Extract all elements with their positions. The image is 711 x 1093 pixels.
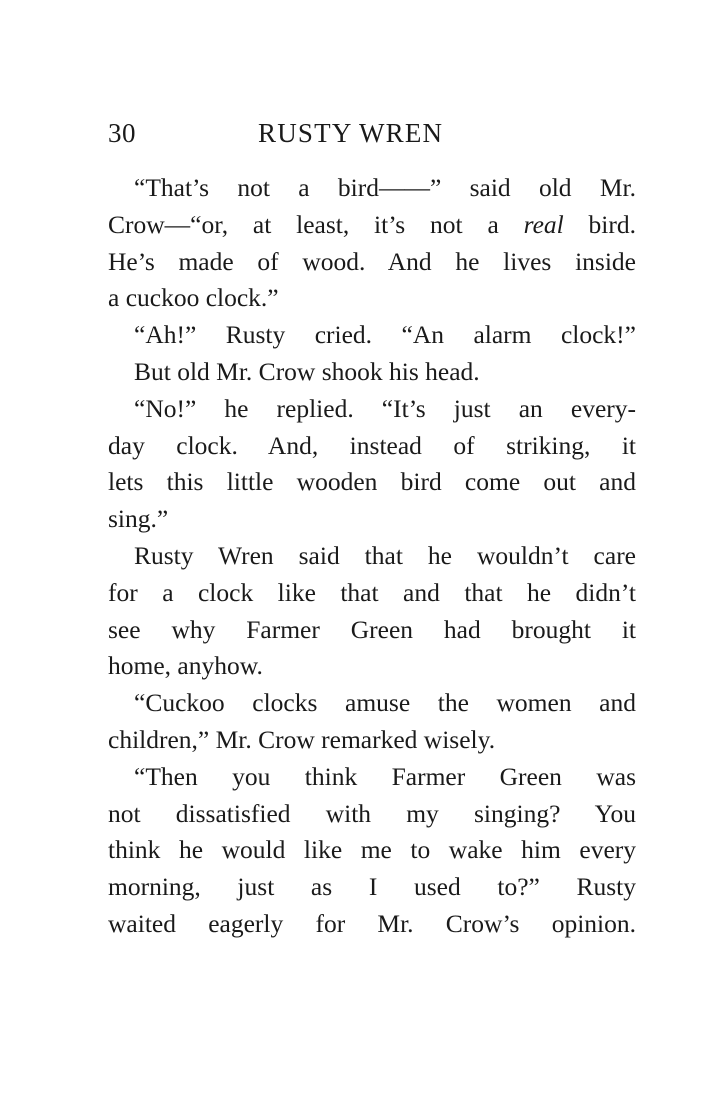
text-line [108, 207, 636, 244]
text-line: day clock. And, instead of striking, it [108, 430, 636, 460]
body-text [108, 170, 636, 943]
page-number: 30 [108, 118, 136, 148]
text-line: sing.” [108, 504, 169, 534]
text-segment: Crow—“or, at least, it’s not a [108, 209, 524, 239]
text-line: “That’s not a bird——” said old Mr. [134, 173, 636, 202]
text-line: see why Farmer Green had brought it [108, 614, 636, 644]
text-line: waited eagerly for Mr. Crow’s opinion. [108, 908, 636, 938]
text-line: But old Mr. Crow shook his head. [134, 356, 480, 386]
text-line: lets this little wooden bird come out and [108, 467, 636, 497]
emphasized-word: real [523, 209, 564, 239]
text-line: a cuckoo clock.” [108, 283, 279, 313]
text-line: “Ah!” Rusty cried. “An alarm clock!” [134, 320, 636, 350]
page-header [108, 118, 636, 154]
text-line: He’s made of wood. And he lives inside [108, 246, 636, 276]
text-line: Rusty Wren said that he wouldn’t care [134, 540, 636, 570]
text-line: “No!” he replied. “It’s just an every- [134, 393, 636, 423]
text-line: for a clock like that and that he didn’t [108, 577, 636, 607]
text-line: “Cuckoo clocks amuse the women and [134, 688, 636, 718]
running-title: RUSTY WREN [258, 118, 444, 148]
text-line: children,” Mr. Crow remarked wisely. [108, 724, 496, 754]
text-line: “Then you think Farmer Green was [134, 761, 636, 791]
text-line: morning, just as I used to?” Rusty [108, 872, 636, 902]
text-line: think he would like me to wake him every [108, 835, 636, 865]
text-segment: bird. [563, 209, 637, 239]
text-line: home, anyhow. [108, 651, 263, 681]
text-line: not dissatisfied with my singing? You [108, 798, 636, 828]
